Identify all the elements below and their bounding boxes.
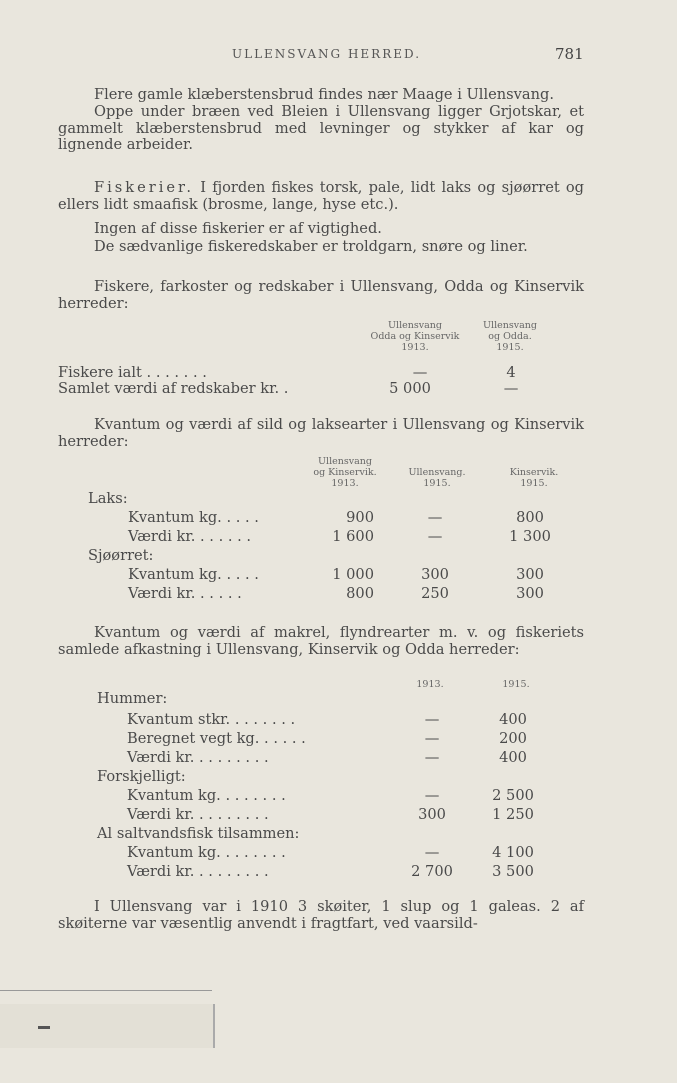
- table-row-label: Beregnet vegt kg. . . . . .: [127, 730, 306, 747]
- table-cell: 1 250: [492, 806, 534, 823]
- table-cell: 800: [346, 585, 374, 602]
- table-cell: —: [424, 844, 440, 861]
- table-cell: 5 000: [389, 380, 431, 397]
- table-row-label: Værdi kr. . . . . . .: [128, 528, 252, 545]
- table-cell: —: [503, 380, 519, 397]
- table-cell: —: [412, 364, 428, 381]
- paragraph-6: Fiskere, farkoster og redskaber i Ullensvang, Odda og Kinservik herreder:: [58, 278, 584, 312]
- table-cell: 1 000: [332, 566, 374, 583]
- running-title: ULLENSVANG HERRED.: [232, 47, 422, 61]
- table-cell: 300: [516, 585, 544, 602]
- table3-col2-header: 1915.: [502, 679, 530, 690]
- paragraph-5: De sædvanlige fiskeredskaber er troldgarn, snøre og liner.: [94, 238, 528, 255]
- table-cell: 300: [418, 806, 446, 823]
- table-cell: —: [424, 787, 440, 804]
- paragraph-7: Kvantum og værdi af sild og laksearter i Ullensvang og Kinservik herreder:: [58, 416, 584, 450]
- table-cell: —: [427, 528, 443, 545]
- scan-edge-rule: [0, 990, 212, 991]
- group-title: Sjøørret:: [88, 547, 154, 564]
- table2-col2-header: Ullensvang. 1915.: [408, 467, 466, 489]
- table-row-label: Værdi kr. . . . . . . . .: [127, 749, 269, 766]
- table3-col1-header: 1913.: [416, 679, 444, 690]
- page-header: [0, 47, 677, 67]
- table-cell: 4: [506, 364, 516, 381]
- table-cell: 250: [421, 585, 449, 602]
- table-cell: 2 700: [411, 863, 453, 880]
- table-cell: —: [424, 730, 440, 747]
- table-cell: 900: [346, 509, 374, 526]
- table2-col3-header: Kinservik. 1915.: [509, 467, 559, 489]
- scan-edge-mark: [38, 1026, 50, 1029]
- table-row-label: Kvantum stkr. . . . . . . .: [127, 711, 296, 728]
- table-cell: 400: [499, 711, 527, 728]
- table-cell: 2 500: [492, 787, 534, 804]
- table-cell: 4 100: [492, 844, 534, 861]
- table1-col2-header: Ullensvang og Odda. 1915.: [483, 320, 537, 353]
- paragraph-9: I Ullensvang var i 1910 3 skøiter, 1 slup og 1 galeas. 2 af skøiterne var væsentlig anvendt i fragtfart, ved vaarsild-: [58, 898, 584, 932]
- table-row-label: Værdi kr. . . . . . . . .: [127, 863, 269, 880]
- table-cell: —: [427, 509, 443, 526]
- scan-edge-tab: [0, 1004, 215, 1048]
- paragraph-4: Ingen af disse fiskerier er af vigtighed.: [94, 220, 382, 237]
- table-row-label: Værdi kr. . . . . .: [128, 585, 242, 602]
- table-row-label: Kvantum kg. . . . . . . .: [127, 787, 286, 804]
- table-cell: 300: [421, 566, 449, 583]
- paragraph-3-text: I fjorden fiskes torsk, pale, lidt laks og sjøørret og ellers lidt smaafisk (brosme, lange, hyse etc.).: [58, 179, 584, 213]
- table1-col1-header: Ullensvang Odda og Kinservik 1913.: [370, 320, 460, 353]
- table-row-label: Kvantum kg. . . . .: [128, 566, 259, 583]
- table-row-label: Kvantum kg. . . . . . . .: [127, 844, 286, 861]
- table-cell: 1 600: [332, 528, 374, 545]
- table-cell: 800: [516, 509, 544, 526]
- table-row-label: Værdi kr. . . . . . . . .: [127, 806, 269, 823]
- paragraph-8: Kvantum og værdi af makrel, flyndrearter m. v. og fiskeriets samlede afkastning i Ullensvang, Kinservik og Odda herreder:: [58, 624, 584, 658]
- table-row-label: Kvantum kg. . . . .: [128, 509, 259, 526]
- paragraph-fiskerier: [58, 180, 584, 213]
- table-row-label: Samlet værdi af redskaber kr. .: [58, 380, 289, 397]
- paragraph-2: Oppe under bræen ved Bleien i Ullensvang ligger Grjotskar, et gammelt klæberstensbrud med levninger og stykker af kar og lignende arbeider.: [58, 103, 584, 153]
- table-cell: 1 300: [509, 528, 551, 545]
- table-cell: —: [424, 749, 440, 766]
- table-row-label: Fiskere ialt . . . . . . .: [58, 364, 207, 381]
- group-title: Al saltvandsfisk tilsammen:: [97, 825, 300, 842]
- section-heading: Fiskerier.: [94, 179, 195, 196]
- paragraph-1: Flere gamle klæberstensbrud findes nær Maage i Ullensvang.: [94, 86, 554, 103]
- group-title: Hummer:: [97, 690, 168, 707]
- table-cell: 200: [499, 730, 527, 747]
- table-cell: —: [424, 711, 440, 728]
- table-cell: 3 500: [492, 863, 534, 880]
- group-title: Forskjelligt:: [97, 768, 186, 785]
- table2-col1-header: Ullensvang og Kinservik. 1913.: [313, 456, 377, 489]
- page-number: 781: [555, 45, 584, 63]
- group-title: Laks:: [88, 490, 128, 507]
- table-cell: 400: [499, 749, 527, 766]
- table-cell: 300: [516, 566, 544, 583]
